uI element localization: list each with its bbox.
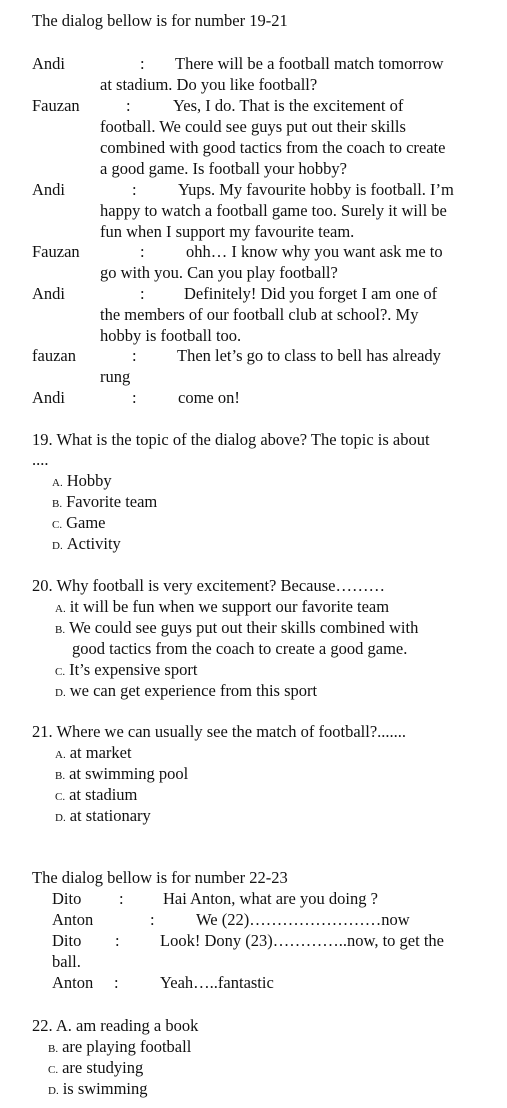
utterance-line: come on! xyxy=(178,388,240,407)
colon: : xyxy=(140,242,145,261)
option-text: at stadium xyxy=(69,785,138,804)
colon: : xyxy=(126,96,131,115)
option-letter: C. xyxy=(48,1064,59,1076)
speaker-name: Anton xyxy=(52,910,94,929)
option-letter: D. xyxy=(52,540,63,552)
utterance-line: Yeah…..fantastic xyxy=(160,973,274,992)
answer-option-d[interactable] xyxy=(55,680,317,704)
question-text: 22. A. am reading a book xyxy=(32,1016,199,1035)
speaker-name: Anton xyxy=(52,973,94,992)
question-text: .... xyxy=(32,450,49,469)
speaker-name: Andi xyxy=(32,180,65,199)
option-text: Hobby xyxy=(66,471,112,490)
option-text: are studying xyxy=(62,1058,144,1077)
utterance-line: hobby is football too. xyxy=(100,326,242,345)
speaker-name: Andi xyxy=(32,284,65,303)
section-title-22-23: The dialog bellow is for number 22-23 xyxy=(32,868,288,887)
utterance-line: We (22)……………………now xyxy=(196,910,410,929)
colon: : xyxy=(140,54,145,73)
question-text: 20. Why football is very excitement? Because……… xyxy=(32,576,385,595)
utterance-line: combined with good tactics from the coach to create xyxy=(100,138,446,157)
utterance-line: There will be a football match tomorrow xyxy=(175,54,444,73)
utterance-line: go with you. Can you play football? xyxy=(100,263,338,282)
option-text: it will be fun when we support our favorite team xyxy=(69,597,390,616)
colon: : xyxy=(115,931,120,950)
option-text: It’s expensive sport xyxy=(69,660,198,679)
answer-option-d[interactable] xyxy=(48,1078,148,1102)
utterance-line: ohh… I know why you want ask me to xyxy=(186,242,443,261)
utterance-line: happy to watch a football game too. Surely it will be xyxy=(100,201,447,220)
option-letter: C. xyxy=(55,666,66,678)
colon: : xyxy=(119,889,124,908)
option-text: We could see guys put out their skills combined with xyxy=(69,618,419,637)
option-letter: B. xyxy=(55,624,66,636)
utterance-line: Yups. My favourite hobby is football. I’m xyxy=(178,180,454,199)
utterance-line: Look! Dony (23)…………..now, to get the xyxy=(160,931,444,950)
speaker-name: Andi xyxy=(32,388,65,407)
option-letter: A. xyxy=(55,749,66,761)
speaker-name: Dito xyxy=(52,889,82,908)
utterance-line: at stadium. Do you like football? xyxy=(100,75,318,94)
utterance-line: fun when I support my favourite team. xyxy=(100,222,355,241)
option-text-continued: good tactics from the coach to create a good game. xyxy=(72,639,408,658)
option-text: we can get experience from this sport xyxy=(69,681,318,700)
option-text: are playing football xyxy=(62,1037,192,1056)
colon: : xyxy=(140,284,145,303)
option-letter: D. xyxy=(55,687,66,699)
colon: : xyxy=(132,180,137,199)
option-letter: B. xyxy=(48,1043,59,1055)
answer-option-d[interactable] xyxy=(55,805,151,829)
utterance-line: Hai Anton, what are you doing ? xyxy=(163,889,378,908)
utterance-line: ball. xyxy=(52,952,81,971)
utterance-line: football. We could see guys put out their skills xyxy=(100,117,406,136)
speaker-name: Dito xyxy=(52,931,82,950)
option-text: Activity xyxy=(66,534,121,553)
option-letter: C. xyxy=(55,791,66,803)
option-letter: B. xyxy=(52,498,63,510)
utterance-line: the members of our football club at school?. My xyxy=(100,305,419,324)
colon: : xyxy=(150,910,155,929)
colon: : xyxy=(132,346,137,365)
option-text: at market xyxy=(69,743,132,762)
question-text: 21. Where we can usually see the match of football?....... xyxy=(32,722,407,741)
speaker-name: Fauzan xyxy=(32,96,80,115)
answer-option-d[interactable] xyxy=(52,533,121,557)
option-letter: B. xyxy=(55,770,66,782)
question-text: 19. What is the topic of the dialog above? The topic is about xyxy=(32,430,430,449)
speaker-name: Fauzan xyxy=(32,242,80,261)
utterance-line: Yes, I do. That is the excitement of xyxy=(173,96,404,115)
option-text: at swimming pool xyxy=(69,764,189,783)
option-letter: A. xyxy=(55,603,66,615)
option-text: Game xyxy=(66,513,106,532)
colon: : xyxy=(132,388,137,407)
utterance-line: a good game. Is football your hobby? xyxy=(100,159,347,178)
option-text: Favorite team xyxy=(66,492,158,511)
option-letter: D. xyxy=(55,812,66,824)
option-text: at stationary xyxy=(69,806,151,825)
utterance-line: Definitely! Did you forget I am one of xyxy=(184,284,438,303)
option-letter: D. xyxy=(48,1085,59,1097)
section-title-19-21: The dialog bellow is for number 19-21 xyxy=(32,11,288,30)
speaker-name: fauzan xyxy=(32,346,76,365)
option-text: is swimming xyxy=(62,1079,148,1098)
utterance-line: Then let’s go to class to bell has already xyxy=(177,346,441,365)
option-letter: C. xyxy=(52,519,63,531)
option-letter: A. xyxy=(52,477,63,489)
utterance-line: rung xyxy=(100,367,131,386)
speaker-name: Andi xyxy=(32,54,65,73)
colon: : xyxy=(114,973,119,992)
